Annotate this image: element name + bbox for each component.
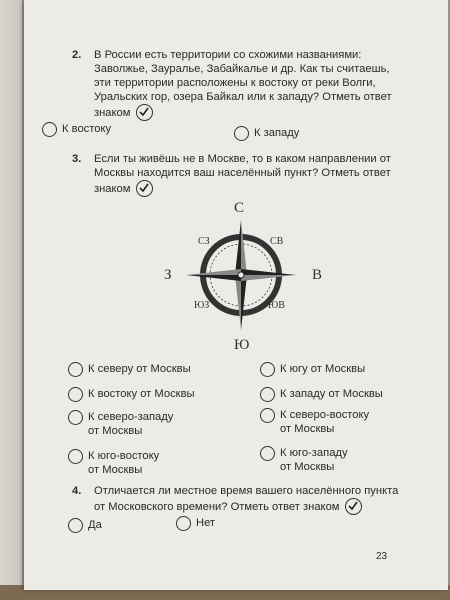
compass-east-label: В (312, 267, 323, 283)
question-4-text: Отличается ли местное время вашего населённого пункта от Московского времени? Отметь ответ знаком (94, 485, 399, 513)
compass-nw-label: СЗ (198, 236, 210, 247)
question-4-number: 4. (72, 485, 82, 497)
checkmark-icon (345, 498, 362, 515)
checkmark-icon (136, 104, 153, 121)
question-4 (72, 484, 402, 516)
radio-circle[interactable] (68, 387, 83, 402)
workbook-page: 2. В России есть территории со схожими названиями: Заволжье, Зауралье, Забайкалье и др. Как ты считаешь, эти территории расположены к востоку от реки Волги, Уральских гор, озера Байкал или к западу? Отметь ответ знаком К востоку К западу 3. Если ты живёшь не в Москве, то в каком направлении от Москвы находится ваш населённый пункт? Отметь ответ знаком С Ю З В СЗ СВ ЮЗ ЮВ К северу от Москвы К югу от Москвы К востоку от Москвы К западу от Москвы К северо-западу от Москвы К северо-востоку от Москвы К юго-востоку от Москвы К юго-западу от Москвы 4. Отличается ли местное время вашего населённого пункта от Московского времени? Отметь ответ знаком Да Нет 23 (24, 0, 448, 590)
left-page-edge (0, 0, 22, 600)
radio-circle[interactable] (234, 126, 249, 141)
question-2-number: 2. (72, 49, 82, 61)
radio-circle[interactable] (260, 387, 275, 402)
compass-rose (164, 200, 334, 353)
radio-circle[interactable] (68, 518, 83, 533)
question-3-text: Если ты живёшь не в Москве, то в каком направлении от Москвы находится ваш населённый пункт? Отметь ответ знаком (94, 153, 391, 195)
checkmark-icon (136, 180, 153, 197)
question-2 (72, 48, 402, 128)
compass-ne-label: СВ (270, 236, 284, 247)
radio-circle[interactable] (68, 362, 83, 377)
radio-circle[interactable] (260, 446, 275, 461)
question-2-text: В России есть территории со схожими названиями: Заволжье, Зауралье, Забайкалье и др. Как ты считаешь, эти территории расположены к востоку от реки Волги, Уральских гор, озера Байкал или к западу? Отметь ответ знаком (94, 49, 392, 119)
compass-west-label: З (164, 267, 172, 283)
radio-circle[interactable] (68, 449, 83, 464)
radio-circle[interactable] (260, 408, 275, 423)
compass-se-label: ЮВ (268, 300, 285, 311)
radio-circle[interactable] (176, 516, 191, 531)
compass-sw-label: ЮЗ (194, 300, 210, 311)
question-3 (72, 152, 402, 202)
radio-circle[interactable] (260, 362, 275, 377)
compass-north-label: С (234, 200, 245, 216)
question-3-number: 3. (72, 153, 82, 165)
radio-circle[interactable] (42, 122, 57, 137)
radio-circle[interactable] (68, 410, 83, 425)
page-number: 23 (376, 551, 388, 562)
compass-south-label: Ю (234, 337, 250, 353)
